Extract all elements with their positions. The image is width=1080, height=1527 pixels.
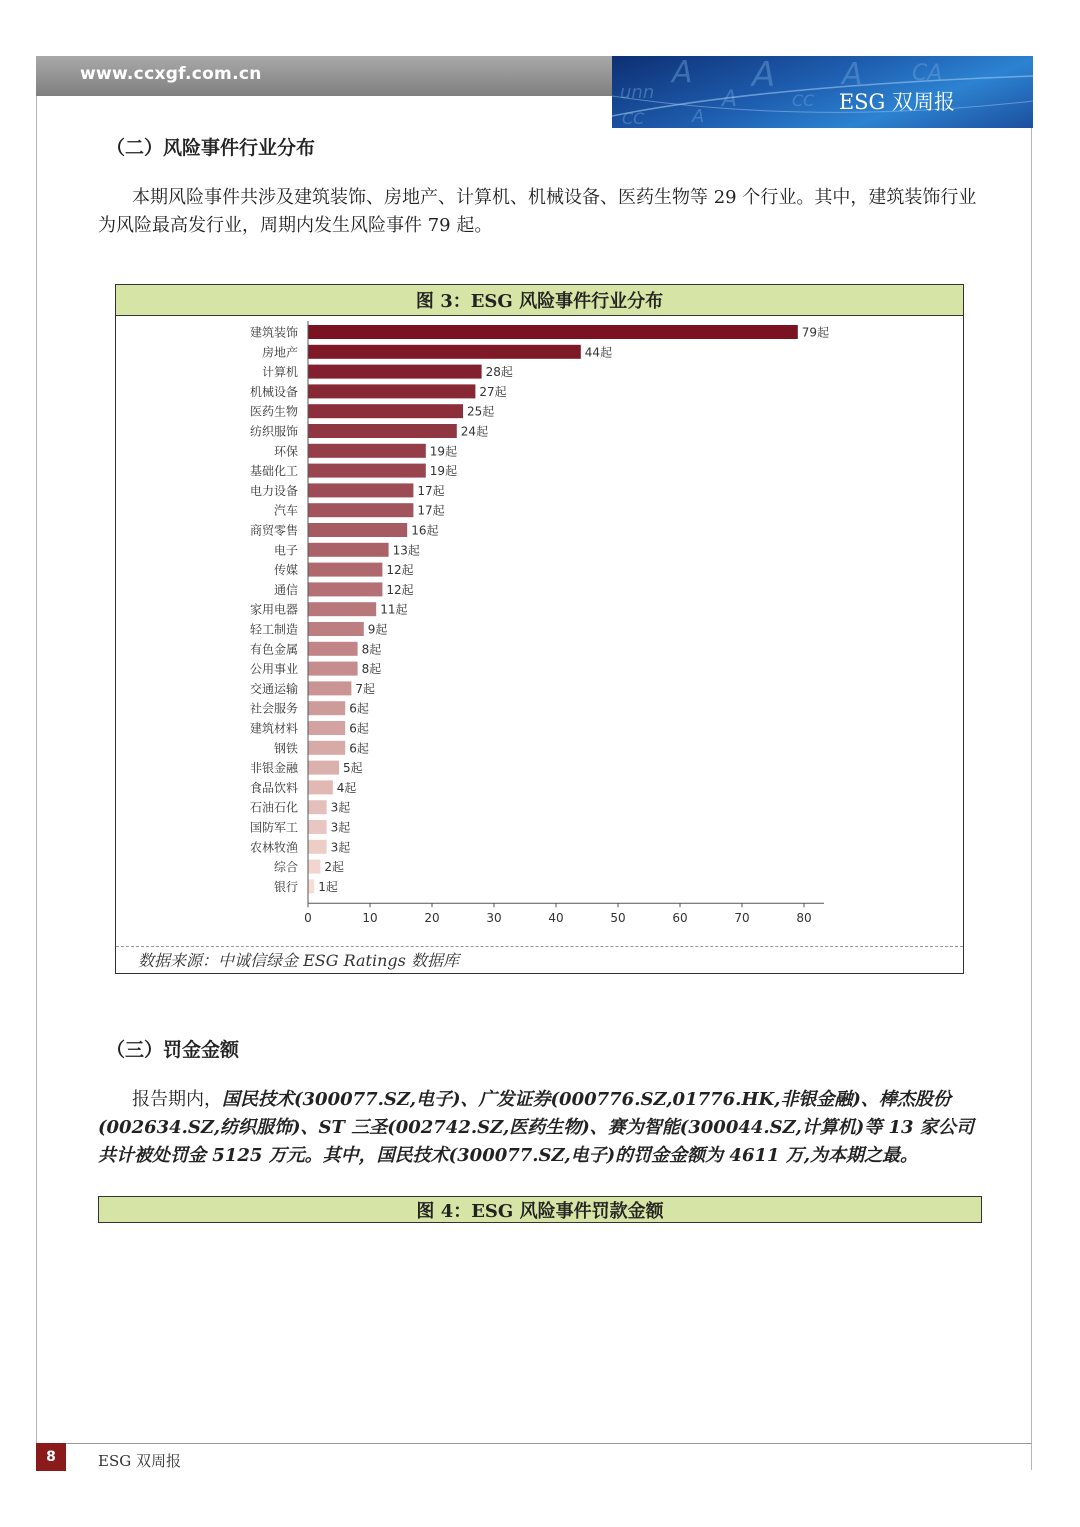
svg-text:unn: unn — [620, 82, 655, 103]
category-label: 轻工制造 — [249, 622, 298, 637]
svg-text:CC: CC — [792, 91, 815, 110]
value-label: 12起 — [386, 563, 414, 578]
header-banner — [612, 56, 1033, 128]
page-number: 8 — [36, 1443, 66, 1471]
value-label: 19起 — [429, 464, 458, 479]
bar — [308, 483, 413, 497]
category-label: 银行 — [273, 879, 298, 894]
x-tick-label: 40 — [548, 911, 564, 926]
value-label: 4起 — [336, 780, 357, 795]
category-label: 综合 — [273, 860, 298, 875]
section-title-industry: （二）风险事件行业分布 — [106, 137, 316, 159]
figure-3 — [115, 284, 964, 974]
bar — [308, 503, 413, 517]
bar — [308, 662, 358, 676]
x-tick-label: 20 — [424, 911, 440, 926]
industry-bar-chart — [116, 316, 962, 941]
fines-paragraph-body: 国民技术(300077.SZ,电子)、广发证券(000776.SZ,01776.HK,非银金融)、棒杰股份(002634.SZ,纺织服饰)、ST 三圣(002742.SZ,医药生物)、赛为智能(300044.SZ,计算机)等 13 家公司共计被处罚金 5125 万元。其中，国民技术(300077.SZ,电子)的罚金金额为 4611 万,为本期之最。 — [98, 1089, 974, 1166]
category-label: 交通运输 — [249, 681, 298, 696]
category-label: 商贸零售 — [249, 523, 298, 538]
x-tick-label: 70 — [734, 911, 750, 926]
fines-paragraph-lead: 报告期内， — [132, 1089, 222, 1110]
value-label: 12起 — [386, 582, 414, 597]
svg-text:A: A — [692, 106, 705, 127]
bar — [308, 365, 482, 379]
category-label: 有色金属 — [249, 642, 298, 657]
value-label: 17起 — [417, 483, 445, 498]
category-label: 建筑装饰 — [249, 325, 298, 340]
value-label: 9起 — [367, 622, 388, 637]
bar — [308, 464, 426, 478]
category-label: 基础化工 — [249, 464, 298, 479]
svg-text:A: A — [672, 56, 693, 90]
bar — [308, 622, 364, 636]
bar — [308, 860, 320, 874]
svg-text:CA: CA — [912, 61, 943, 86]
figure-3-source: 数据来源：中诚信绿金 ESG Ratings 数据库 — [116, 946, 963, 975]
value-label: 19起 — [429, 444, 458, 459]
value-label: 79起 — [801, 325, 830, 340]
bar — [308, 761, 339, 775]
category-label: 公用事业 — [249, 662, 298, 677]
category-label: 计算机 — [261, 365, 298, 380]
banner-decoration — [612, 56, 1033, 128]
x-tick-label: 80 — [796, 911, 812, 926]
value-label: 13起 — [392, 543, 420, 558]
value-label: 27起 — [479, 384, 507, 399]
category-label: 电子 — [273, 543, 298, 558]
svg-text:A: A — [842, 57, 863, 92]
category-label: 房地产 — [261, 345, 298, 360]
category-label: 通信 — [273, 582, 298, 597]
bar — [308, 800, 327, 814]
value-label: 44起 — [584, 345, 613, 360]
category-label: 社会服务 — [249, 701, 298, 716]
category-label: 传媒 — [273, 563, 298, 578]
value-label: 17起 — [417, 503, 445, 518]
value-label: 16起 — [411, 523, 439, 538]
svg-text:CC: CC — [622, 109, 645, 128]
svg-text:A: A — [752, 56, 776, 95]
value-label: 3起 — [330, 840, 351, 855]
x-tick-label: 10 — [362, 911, 378, 926]
bar — [308, 345, 581, 359]
category-label: 家用电器 — [249, 602, 298, 617]
bar — [308, 721, 345, 735]
category-label: 国防军工 — [249, 820, 298, 835]
value-label: 6起 — [349, 701, 369, 716]
value-label: 5起 — [343, 761, 363, 776]
value-label: 8起 — [361, 642, 382, 657]
bar — [308, 879, 314, 893]
bar — [308, 840, 327, 854]
category-label: 农林牧渔 — [249, 840, 298, 855]
bar — [308, 404, 463, 418]
x-tick-label: 50 — [610, 911, 626, 926]
bar — [308, 563, 382, 577]
category-label: 食品饮料 — [249, 780, 298, 795]
figure-4-title: 图 4：ESG 风险事件罚款金额 — [98, 1196, 982, 1223]
x-tick-label: 30 — [486, 911, 502, 926]
figure-3-title: 图 3：ESG 风险事件行业分布 — [116, 285, 963, 316]
footer-text: ESG 双周报 — [98, 1452, 181, 1470]
bar — [308, 543, 389, 557]
value-label: 3起 — [330, 820, 351, 835]
bar — [308, 820, 327, 834]
bar — [308, 325, 798, 339]
category-label: 汽车 — [273, 503, 298, 518]
site-url[interactable]: www.ccxgf.com.cn — [80, 64, 262, 84]
svg-text:A: A — [722, 87, 738, 112]
category-label: 石油石化 — [249, 800, 298, 815]
category-label: 环保 — [273, 444, 298, 459]
bar — [308, 681, 351, 695]
banner-title: ESG 双周报 — [838, 90, 955, 114]
bar — [308, 780, 333, 794]
value-label: 7起 — [355, 681, 376, 696]
section-title-fines: （三）罚金金额 — [106, 1039, 240, 1061]
value-label: 11起 — [380, 602, 408, 617]
bar — [308, 444, 426, 458]
x-tick-label: 0 — [304, 911, 312, 926]
bar — [308, 741, 345, 755]
bar — [308, 384, 475, 398]
category-label: 医药生物 — [249, 404, 298, 419]
x-tick-label: 60 — [672, 911, 688, 926]
value-label: 28起 — [485, 365, 513, 380]
fines-paragraph — [98, 1086, 980, 1170]
value-label: 6起 — [349, 741, 369, 756]
bar — [308, 642, 358, 656]
value-label: 6起 — [349, 721, 369, 736]
category-label: 建筑材料 — [249, 721, 298, 736]
category-label: 钢铁 — [273, 741, 298, 756]
industry-paragraph — [98, 184, 980, 240]
category-label: 机械设备 — [249, 384, 298, 399]
value-label: 24起 — [460, 424, 489, 439]
value-label: 25起 — [467, 404, 495, 419]
bar — [308, 523, 407, 537]
industry-paragraph-text: 本期风险事件共涉及建筑装饰、房地产、计算机、机械设备、医药生物等 29 个行业。其中，建筑装饰行业为风险最高发行业，周期内发生风险事件 79 起。 — [98, 187, 977, 236]
value-label: 1起 — [318, 879, 338, 894]
bar — [308, 424, 457, 438]
bar — [308, 582, 382, 596]
category-label: 非银金融 — [249, 761, 298, 776]
bar — [308, 701, 345, 715]
category-label: 电力设备 — [249, 483, 298, 498]
value-label: 2起 — [324, 860, 345, 875]
bar — [308, 602, 376, 616]
category-label: 纺织服饰 — [249, 424, 298, 439]
value-label: 3起 — [330, 800, 351, 815]
value-label: 8起 — [361, 662, 382, 677]
footer-line — [36, 1443, 1032, 1444]
